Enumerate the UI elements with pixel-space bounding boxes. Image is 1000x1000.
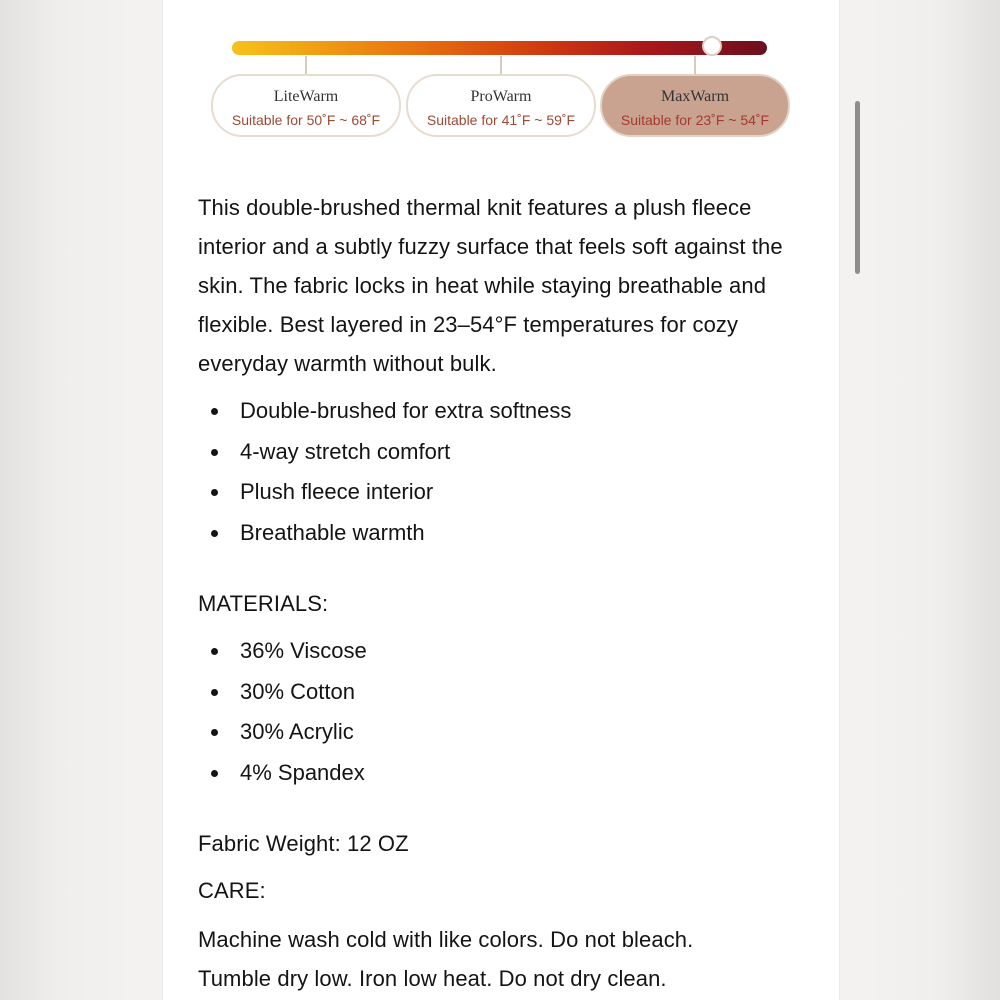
- care-line: Machine wash cold with like colors. Do not bleach.: [198, 927, 694, 952]
- feature-list: [198, 391, 571, 553]
- feature-item: Plush fleece interior: [198, 472, 571, 513]
- warmth-gauge-bar: [232, 41, 767, 55]
- warmth-option-range: Suitable for 41˚F ~ 59˚F: [426, 112, 576, 128]
- warmth-option-prowarm[interactable]: [406, 74, 596, 137]
- warmth-gauge-knob: [702, 36, 722, 56]
- warmth-option-name: ProWarm: [470, 88, 532, 105]
- materials-list: [198, 631, 367, 793]
- feature-item: 4-way stretch comfort: [198, 432, 571, 473]
- warmth-option-range: Suitable for 23˚F ~ 54˚F: [620, 112, 770, 128]
- material-item: 36% Viscose: [198, 631, 367, 672]
- warmth-option-name: MaxWarm: [660, 88, 730, 105]
- care-heading: CARE:: [198, 878, 266, 903]
- gauge-connector-litewarm: [305, 56, 307, 75]
- material-item: 30% Acrylic: [198, 712, 367, 753]
- warmth-option-name: LiteWarm: [273, 88, 339, 105]
- warmth-option-range: Suitable for 50˚F ~ 68˚F: [231, 112, 381, 128]
- material-item: 4% Spandex: [198, 753, 367, 794]
- feature-item: Breathable warmth: [198, 513, 571, 554]
- scrollbar-thumb[interactable]: [855, 101, 860, 274]
- gauge-connector-maxwarm: [694, 56, 696, 75]
- care-line: Tumble dry low. Iron low heat. Do not dry clean.: [198, 966, 667, 991]
- material-item: 30% Cotton: [198, 672, 367, 713]
- warmth-option-litewarm[interactable]: [211, 74, 401, 137]
- warmth-option-maxwarm[interactable]: [600, 74, 790, 137]
- gauge-connector-prowarm: [500, 56, 502, 75]
- materials-heading: MATERIALS:: [198, 591, 329, 616]
- feature-item: Double-brushed for extra softness: [198, 391, 571, 432]
- fabric-weight: Fabric Weight: 12 OZ: [198, 831, 409, 856]
- care-instructions: [198, 920, 818, 998]
- product-description: This double-brushed thermal knit features a plush fleece interior and a subtly fuzzy surface that feels soft against the skin. The fabric locks in heat while staying breathable and flexible. Best layered in 23–54°F temperatures for cozy everyday warmth without bulk.: [198, 195, 783, 376]
